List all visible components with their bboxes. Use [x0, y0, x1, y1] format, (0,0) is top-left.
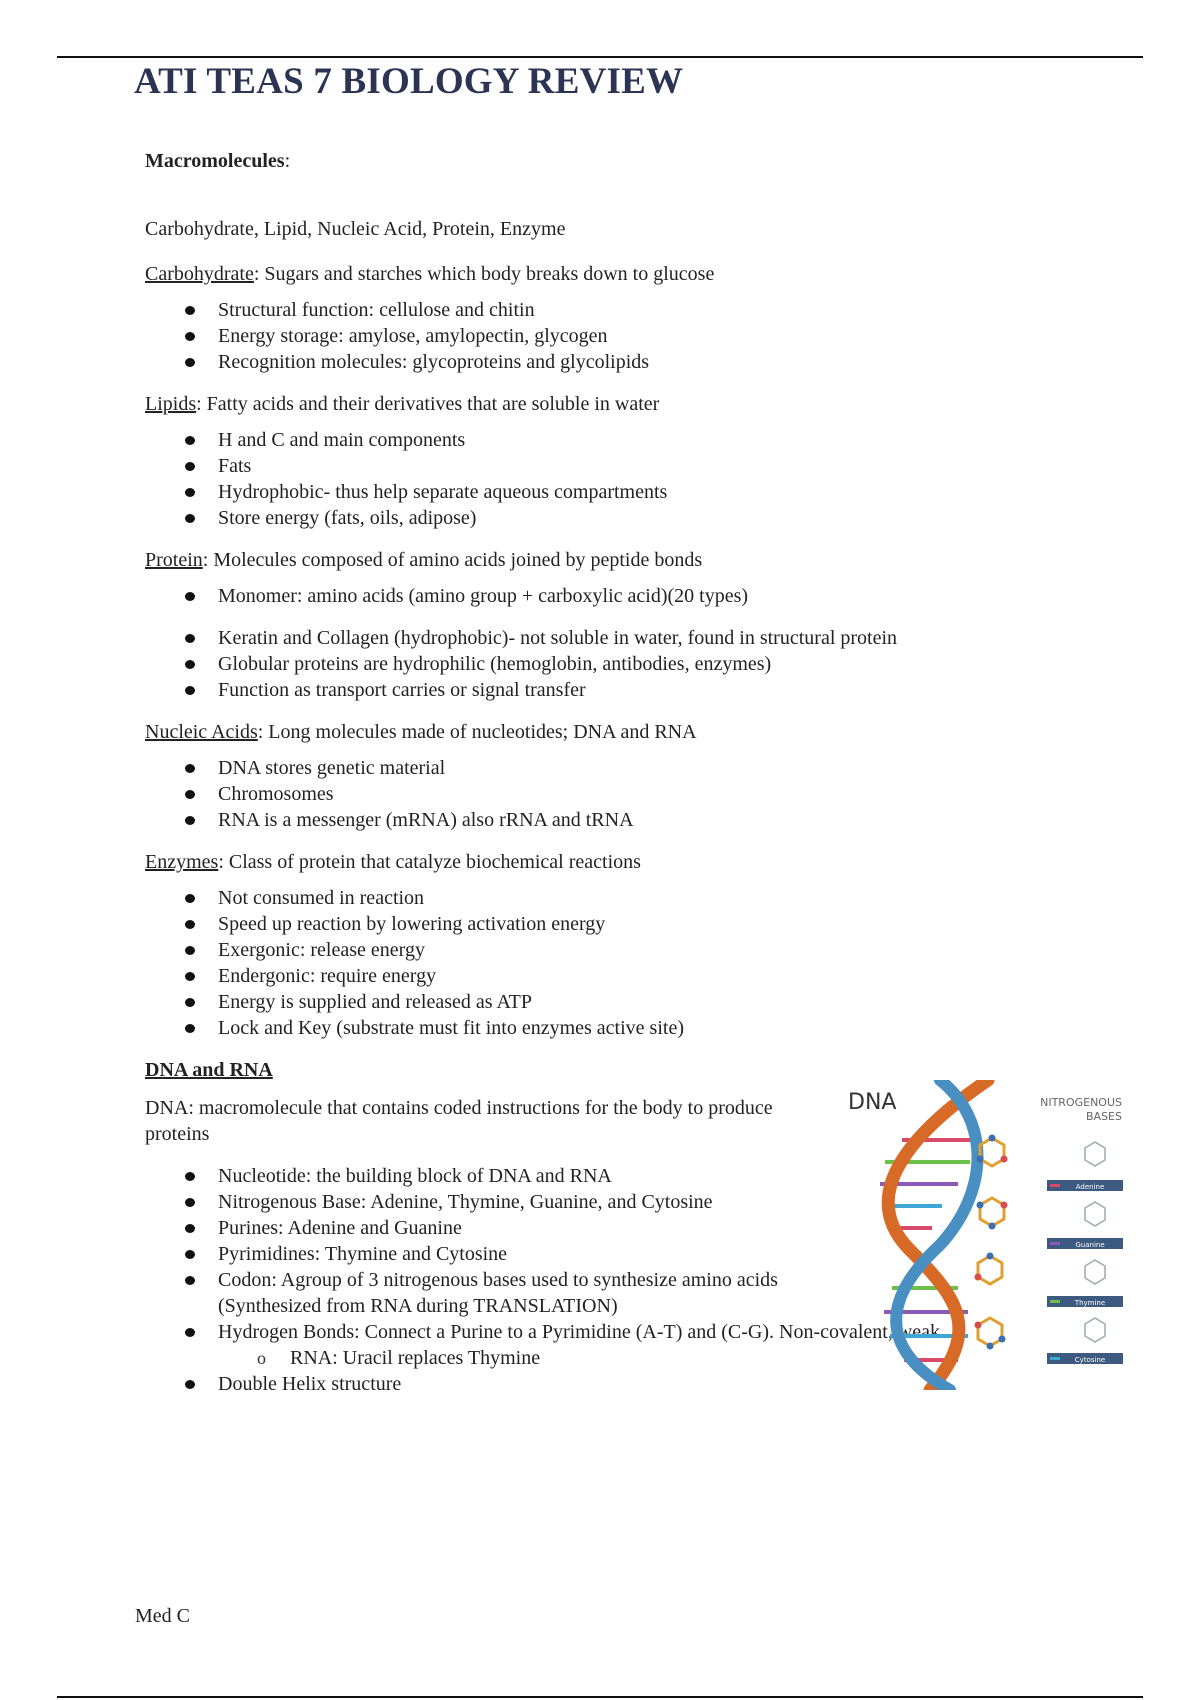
sub-list-item-text: RNA: Uracil replaces Thymine [290, 1347, 541, 1369]
list-item: Nitrogenous Base: Adenine, Thymine, Guanine, and Cytosine [145, 1189, 1045, 1215]
lipids-term: Lipids [145, 393, 197, 415]
list-item: Exergonic: release energy [145, 937, 1045, 963]
list-item: DNA stores genetic material [145, 755, 1045, 781]
nucleic-acids-bullets [145, 755, 1045, 833]
molecule-icon [977, 1198, 1008, 1230]
protein-definition [145, 547, 1045, 573]
enzymes-text: : Class of protein that catalyze biochemical reactions [218, 851, 641, 873]
enzymes-bullets [145, 885, 1045, 1041]
thymine-structure-icon [1085, 1260, 1105, 1284]
protein-bullets [145, 583, 1045, 703]
guanine-color-swatch [1050, 1242, 1060, 1245]
list-item: Energy is supplied and released as ATP [145, 989, 1045, 1015]
list-item: Function as transport carries or signal transfer [145, 677, 1045, 703]
list-item: Pyrimidines: Thymine and Cytosine [145, 1241, 1045, 1267]
lipids-text: : Fatty acids and their derivatives that are soluble in water [196, 393, 660, 415]
guanine-structure-icon [1085, 1202, 1105, 1226]
bases-label-line1: NITROGENOUS [1040, 1096, 1122, 1109]
cytosine-structure-icon [1085, 1318, 1105, 1342]
list-item: Globular proteins are hydrophilic (hemoglobin, antibodies, enzymes) [145, 651, 1045, 677]
list-item: Not consumed in reaction [145, 885, 1045, 911]
list-item: Nucleotide: the building block of DNA and RNA [145, 1163, 1045, 1189]
nucleic-acids-text: : Long molecules made of nucleotides; DNA and RNA [257, 721, 697, 743]
top-rule [57, 56, 1143, 58]
adenine-color-swatch [1050, 1184, 1060, 1187]
list-item: Fats [145, 453, 1045, 479]
list-item: Structural function: cellulose and chitin [145, 297, 1045, 323]
list-item: H and C and main components [145, 427, 1045, 453]
footer-author: Med C [135, 1605, 190, 1627]
list-item: Codon: Agroup of 3 nitrogenous bases used to synthesize amino acids (Synthesized from RNA during TRANSLATION) [145, 1267, 783, 1319]
molecule-icon [975, 1253, 1003, 1285]
lipids-definition [145, 391, 1045, 417]
dna-figure [840, 1080, 1130, 1390]
thymine-color-swatch [1050, 1300, 1060, 1303]
list-item: Keratin and Collagen (hydrophobic)- not soluble in water, found in structural protein [145, 625, 1045, 651]
protein-text: : Molecules composed of amino acids joined by peptide bonds [202, 549, 703, 571]
cytosine-label: Cytosine [1074, 1356, 1106, 1364]
macromolecules-heading-colon: : [284, 150, 291, 172]
enzymes-term: Enzymes [145, 851, 219, 873]
nucleic-acids-definition [145, 719, 1045, 745]
macromolecule-list: Carbohydrate, Lipid, Nucleic Acid, Protein, Enzyme [145, 218, 566, 240]
list-item: Endergonic: require energy [145, 963, 1045, 989]
list-item: Hydrophobic- thus help separate aqueous compartments [145, 479, 1045, 505]
carbohydrate-term: Carbohydrate [145, 263, 254, 285]
macromolecules-heading [145, 148, 1045, 174]
list-item: Double Helix structure [145, 1371, 1045, 1397]
adenine-structure-icon [1085, 1142, 1105, 1166]
enzymes-definition [145, 849, 1045, 875]
list-item: Hydrogen Bonds: Connect a Purine to a Pyrimidine (A-T) and (C-G). Non-covalent, weak. [145, 1319, 1045, 1345]
dna-intro: DNA: macromolecule that contains coded instructions for the body to produce proteins [145, 1097, 773, 1145]
list-item: Speed up reaction by lowering activation energy [145, 911, 1045, 937]
macromolecules-heading-text: Macromolecules [145, 150, 285, 172]
hollow-bullet-icon: o [257, 1348, 266, 1368]
adenine-label: Adenine [1075, 1183, 1105, 1191]
molecule-icon [975, 1318, 1006, 1350]
dna-figure-label: DNA [848, 1090, 897, 1115]
lipids-bullets [145, 427, 1045, 531]
page-title: ATI TEAS 7 BIOLOGY REVIEW [134, 61, 684, 102]
carbohydrate-bullets [145, 297, 1045, 375]
carbohydrate-text: : Sugars and starches which body breaks down to glucose [253, 263, 715, 285]
list-item: Purines: Adenine and Guanine [145, 1215, 1045, 1241]
list-item: Energy storage: amylose, amylopectin, glycogen [145, 323, 1045, 349]
nucleic-acids-term: Nucleic Acids [145, 721, 258, 743]
list-item: Lock and Key (substrate must fit into enzymes active site) [145, 1015, 1045, 1041]
guanine-label: Guanine [1075, 1241, 1105, 1249]
carbohydrate-definition [145, 261, 1045, 287]
bottom-rule [57, 1696, 1143, 1698]
list-item: Recognition molecules: glycoproteins and glycolipids [145, 349, 1045, 375]
list-item: Store energy (fats, oils, adipose) [145, 505, 1045, 531]
list-item: Chromosomes [145, 781, 1045, 807]
protein-term: Protein [145, 549, 203, 571]
thymine-label: Thymine [1074, 1299, 1106, 1307]
list-item: Monomer: amino acids (amino group + carboxylic acid)(20 types) [145, 583, 1045, 609]
cytosine-color-swatch [1050, 1357, 1060, 1360]
list-item: RNA is a messenger (mRNA) also rRNA and tRNA [145, 807, 1045, 833]
bases-label-line2: BASES [1086, 1110, 1122, 1123]
dna-rna-heading: DNA and RNA [145, 1059, 273, 1081]
